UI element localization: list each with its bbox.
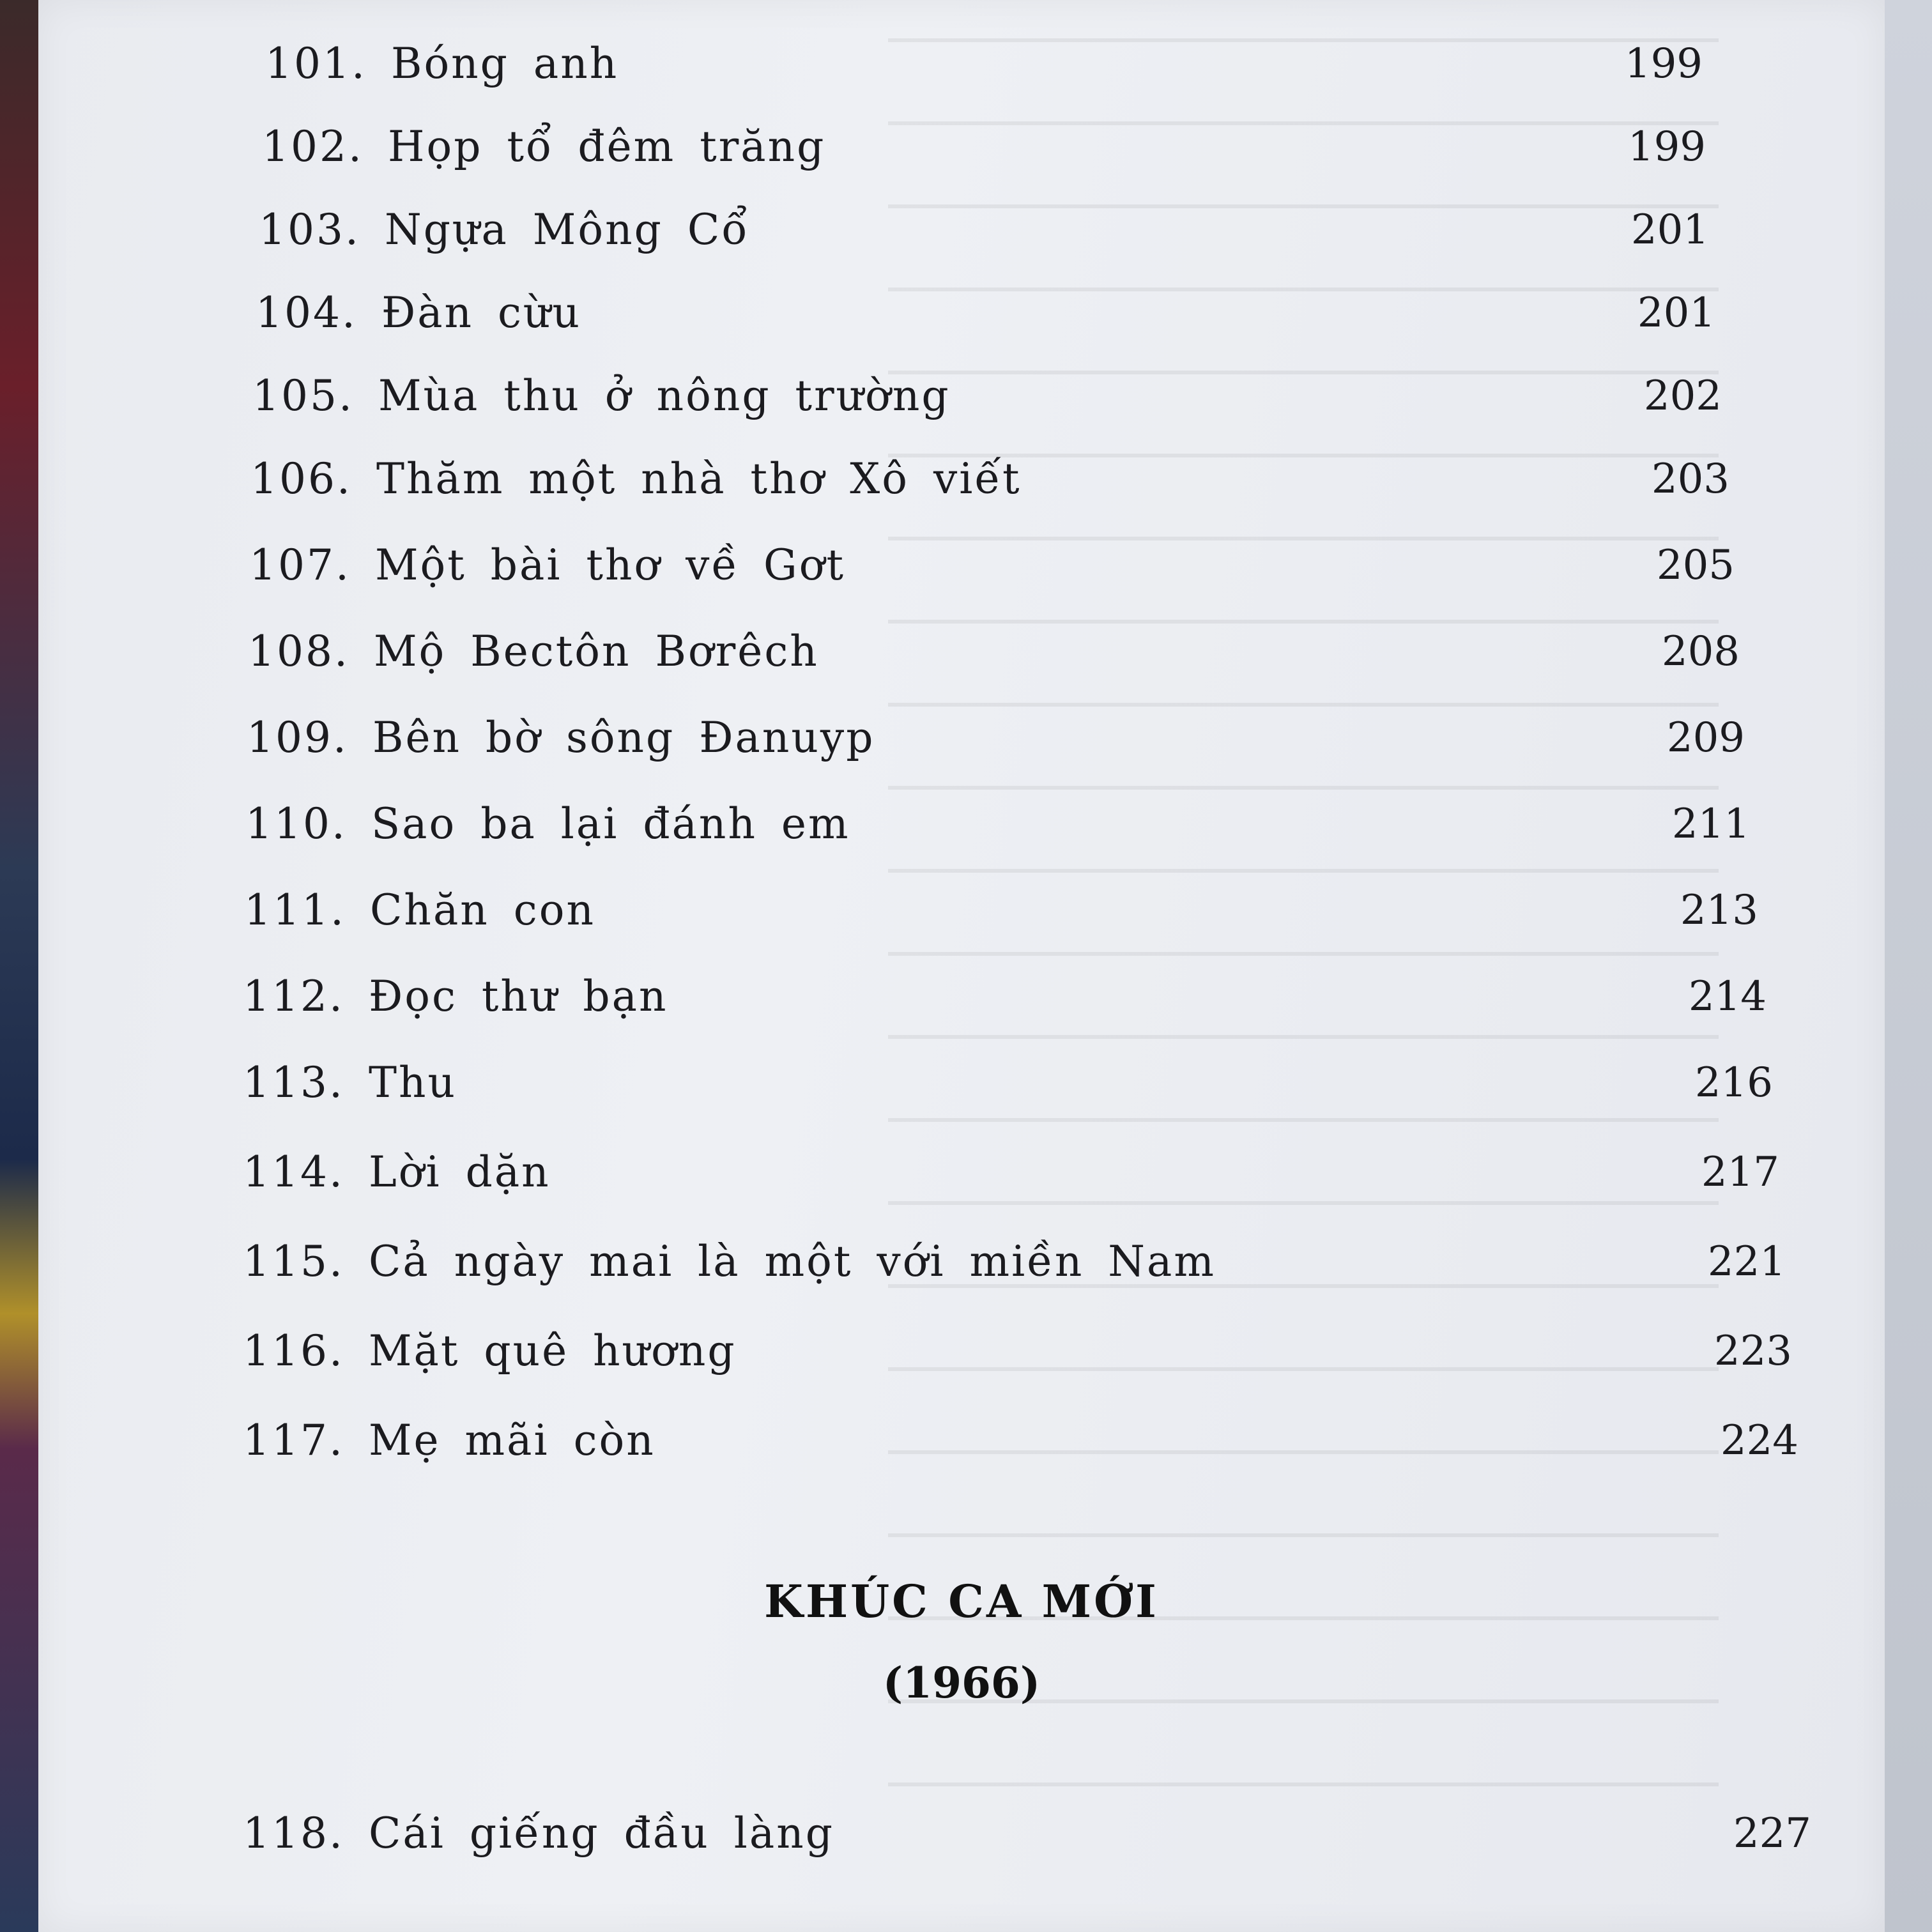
entry-title: 101. Bóng anh bbox=[265, 39, 619, 88]
entry-title: 106. Thăm một nhà thơ Xô viết bbox=[250, 454, 1022, 503]
entry-page-number: 214 bbox=[1688, 973, 1767, 1020]
entry-page-number: 199 bbox=[1627, 123, 1706, 171]
toc-entry bbox=[243, 1048, 1773, 1118]
toc-entry bbox=[249, 530, 1735, 601]
toc-entry bbox=[245, 789, 1750, 859]
entry-page-number: 223 bbox=[1713, 1328, 1792, 1375]
entry-page-number: 201 bbox=[1630, 206, 1709, 254]
background-right-edge bbox=[1881, 0, 1932, 1932]
entry-page-number: 202 bbox=[1643, 372, 1722, 420]
toc-entry bbox=[265, 29, 1703, 99]
entry-title: 113. Thu bbox=[243, 1058, 457, 1107]
toc-entry bbox=[244, 875, 1758, 946]
entry-page-number: 203 bbox=[1651, 456, 1729, 503]
entry-title: 105. Mùa thu ở nông trường bbox=[252, 371, 951, 420]
toc-entry bbox=[243, 1406, 1798, 1476]
toc-entry bbox=[252, 361, 1722, 431]
table-of-contents bbox=[38, 0, 1885, 1932]
toc-entry bbox=[259, 195, 1709, 265]
toc-entry bbox=[243, 962, 1767, 1032]
entry-page-number: 227 bbox=[1733, 1810, 1811, 1857]
entry-title: 107. Một bài thơ về Gơt bbox=[249, 540, 846, 590]
entry-page-number: 209 bbox=[1666, 714, 1745, 762]
toc-entry bbox=[243, 1316, 1792, 1386]
entry-page-number: 201 bbox=[1637, 289, 1715, 337]
entry-page-number: 216 bbox=[1694, 1059, 1773, 1107]
section-year: (1966) bbox=[882, 1658, 1041, 1708]
entry-title: 109. Bên bờ sông Đanuyp bbox=[247, 713, 875, 762]
toc-entry bbox=[247, 703, 1745, 773]
entry-title: 116. Mặt quê hương bbox=[243, 1326, 737, 1376]
entry-title: 118. Cái giếng đầu làng bbox=[243, 1809, 834, 1858]
toc-entry bbox=[243, 1227, 1786, 1297]
entry-page-number: 199 bbox=[1624, 40, 1703, 88]
toc-entry bbox=[256, 278, 1715, 348]
toc-entry bbox=[262, 112, 1706, 182]
entry-title: 104. Đàn cừu bbox=[256, 288, 582, 337]
entry-title: 112. Đọc thư bạn bbox=[243, 972, 668, 1021]
entry-title: 117. Mẹ mãi còn bbox=[243, 1416, 656, 1465]
section-title: KHÚC CA MỚI bbox=[764, 1575, 1159, 1628]
entry-page-number: 205 bbox=[1656, 542, 1735, 589]
entry-page-number: 208 bbox=[1661, 628, 1740, 675]
entry-title: 114. Lời dặn bbox=[243, 1147, 551, 1197]
entry-page-number: 221 bbox=[1707, 1238, 1786, 1285]
entry-page-number: 217 bbox=[1701, 1149, 1779, 1196]
entry-page-number: 211 bbox=[1671, 801, 1750, 848]
book-page bbox=[38, 0, 1885, 1932]
entry-page-number: 213 bbox=[1680, 887, 1758, 934]
toc-entry bbox=[243, 1137, 1779, 1208]
entry-title: 115. Cả ngày mai là một với miền Nam bbox=[243, 1237, 1216, 1286]
toc-entry bbox=[248, 617, 1740, 687]
entry-title: 110. Sao ba lại đánh em bbox=[245, 799, 850, 848]
entry-title: 102. Họp tổ đêm trăng bbox=[262, 122, 826, 171]
entry-title: 111. Chăn con bbox=[244, 885, 595, 935]
entry-page-number: 224 bbox=[1720, 1417, 1798, 1464]
entry-title: 108. Mộ Bectôn Bơrêch bbox=[248, 627, 819, 676]
toc-entry bbox=[243, 1798, 1811, 1869]
toc-entry bbox=[250, 444, 1729, 514]
entry-title: 103. Ngựa Mông Cổ bbox=[259, 205, 749, 254]
